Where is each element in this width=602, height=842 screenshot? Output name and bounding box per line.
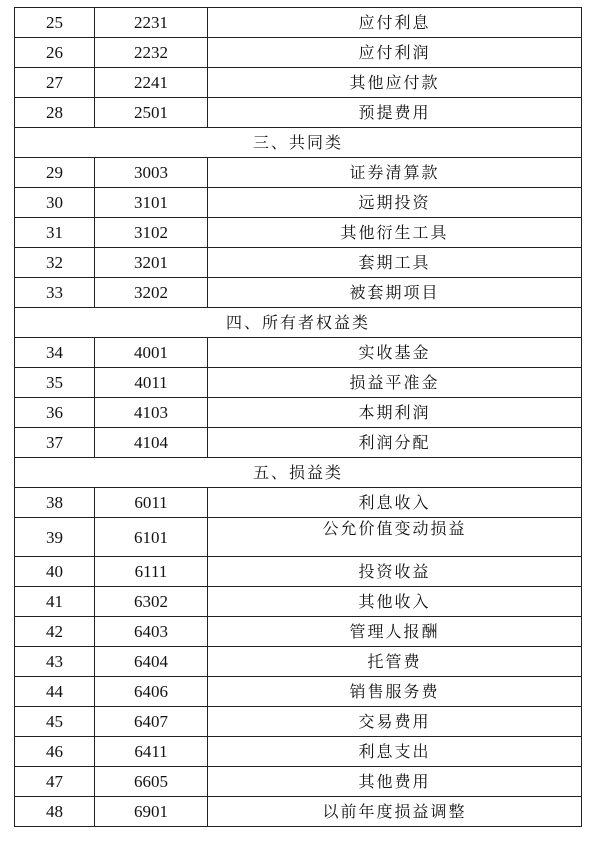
code-cell: 3102 bbox=[95, 218, 208, 248]
account-name-cell: 投资收益 bbox=[208, 557, 582, 587]
account-name-cell: 以前年度损益调整 bbox=[208, 797, 582, 827]
seq-cell: 36 bbox=[15, 398, 95, 428]
account-name-cell: 销售服务费 bbox=[208, 677, 582, 707]
seq-cell: 44 bbox=[15, 677, 95, 707]
account-name-cell: 损益平准金 bbox=[208, 368, 582, 398]
account-name-cell: 公允价值变动损益 bbox=[208, 518, 582, 557]
table-row bbox=[15, 587, 582, 617]
seq-cell: 35 bbox=[15, 368, 95, 398]
code-cell: 6411 bbox=[95, 737, 208, 767]
account-name-cell: 远期投资 bbox=[208, 188, 582, 218]
code-cell: 3202 bbox=[95, 278, 208, 308]
code-cell: 2501 bbox=[95, 98, 208, 128]
seq-cell: 45 bbox=[15, 707, 95, 737]
code-cell: 6901 bbox=[95, 797, 208, 827]
table-row bbox=[15, 647, 582, 677]
section-title: 三、共同类 bbox=[15, 128, 582, 158]
account-name-cell: 应付利润 bbox=[208, 38, 582, 68]
account-name-cell: 利息支出 bbox=[208, 737, 582, 767]
section-header-row bbox=[15, 458, 582, 488]
table-row bbox=[15, 488, 582, 518]
table-row bbox=[15, 338, 582, 368]
table-row bbox=[15, 767, 582, 797]
table-row bbox=[15, 278, 582, 308]
table-row bbox=[15, 518, 582, 557]
section-title: 四、所有者权益类 bbox=[15, 308, 582, 338]
account-name-cell: 利息收入 bbox=[208, 488, 582, 518]
account-name-cell: 本期利润 bbox=[208, 398, 582, 428]
table-row bbox=[15, 677, 582, 707]
table-row bbox=[15, 38, 582, 68]
table-row bbox=[15, 617, 582, 647]
table-row bbox=[15, 707, 582, 737]
table-row bbox=[15, 557, 582, 587]
code-cell: 6605 bbox=[95, 767, 208, 797]
account-name-cell: 实收基金 bbox=[208, 338, 582, 368]
table-row bbox=[15, 158, 582, 188]
code-cell: 2231 bbox=[95, 8, 208, 38]
seq-cell: 39 bbox=[15, 518, 95, 557]
seq-cell: 42 bbox=[15, 617, 95, 647]
account-name-cell: 预提费用 bbox=[208, 98, 582, 128]
section-header-row bbox=[15, 128, 582, 158]
code-cell: 2241 bbox=[95, 68, 208, 98]
table-body bbox=[15, 8, 582, 827]
code-cell: 2232 bbox=[95, 38, 208, 68]
code-cell: 4001 bbox=[95, 338, 208, 368]
seq-cell: 34 bbox=[15, 338, 95, 368]
table-row bbox=[15, 248, 582, 278]
table-row bbox=[15, 188, 582, 218]
seq-cell: 48 bbox=[15, 797, 95, 827]
seq-cell: 37 bbox=[15, 428, 95, 458]
account-name-cell: 托管费 bbox=[208, 647, 582, 677]
account-name-cell: 管理人报酬 bbox=[208, 617, 582, 647]
seq-cell: 26 bbox=[15, 38, 95, 68]
code-cell: 4011 bbox=[95, 368, 208, 398]
code-cell: 6403 bbox=[95, 617, 208, 647]
table-row bbox=[15, 218, 582, 248]
code-cell: 4104 bbox=[95, 428, 208, 458]
table-row bbox=[15, 98, 582, 128]
seq-cell: 33 bbox=[15, 278, 95, 308]
account-name-cell: 被套期项目 bbox=[208, 278, 582, 308]
code-cell: 6111 bbox=[95, 557, 208, 587]
seq-cell: 32 bbox=[15, 248, 95, 278]
seq-cell: 29 bbox=[15, 158, 95, 188]
code-cell: 3201 bbox=[95, 248, 208, 278]
table-row bbox=[15, 398, 582, 428]
table-row bbox=[15, 797, 582, 827]
seq-cell: 46 bbox=[15, 737, 95, 767]
seq-cell: 43 bbox=[15, 647, 95, 677]
code-cell: 3101 bbox=[95, 188, 208, 218]
account-name-cell: 其他费用 bbox=[208, 767, 582, 797]
code-cell: 6101 bbox=[95, 518, 208, 557]
account-name-cell: 其他应付款 bbox=[208, 68, 582, 98]
code-cell: 6407 bbox=[95, 707, 208, 737]
account-name-cell: 交易费用 bbox=[208, 707, 582, 737]
seq-cell: 41 bbox=[15, 587, 95, 617]
table-row bbox=[15, 428, 582, 458]
seq-cell: 47 bbox=[15, 767, 95, 797]
table-row bbox=[15, 8, 582, 38]
code-cell: 4103 bbox=[95, 398, 208, 428]
seq-cell: 28 bbox=[15, 98, 95, 128]
table-row bbox=[15, 68, 582, 98]
section-header-row bbox=[15, 308, 582, 338]
account-name-cell: 套期工具 bbox=[208, 248, 582, 278]
seq-cell: 31 bbox=[15, 218, 95, 248]
code-cell: 6404 bbox=[95, 647, 208, 677]
seq-cell: 25 bbox=[15, 8, 95, 38]
account-code-table bbox=[14, 7, 582, 827]
table-row bbox=[15, 368, 582, 398]
seq-cell: 38 bbox=[15, 488, 95, 518]
account-name-cell: 其他衍生工具 bbox=[208, 218, 582, 248]
seq-cell: 30 bbox=[15, 188, 95, 218]
account-name-cell: 其他收入 bbox=[208, 587, 582, 617]
code-cell: 6011 bbox=[95, 488, 208, 518]
section-title: 五、损益类 bbox=[15, 458, 582, 488]
account-name-cell: 利润分配 bbox=[208, 428, 582, 458]
code-cell: 3003 bbox=[95, 158, 208, 188]
code-cell: 6302 bbox=[95, 587, 208, 617]
account-name-cell: 应付利息 bbox=[208, 8, 582, 38]
seq-cell: 40 bbox=[15, 557, 95, 587]
account-name-cell: 证券清算款 bbox=[208, 158, 582, 188]
seq-cell: 27 bbox=[15, 68, 95, 98]
table-row bbox=[15, 737, 582, 767]
code-cell: 6406 bbox=[95, 677, 208, 707]
